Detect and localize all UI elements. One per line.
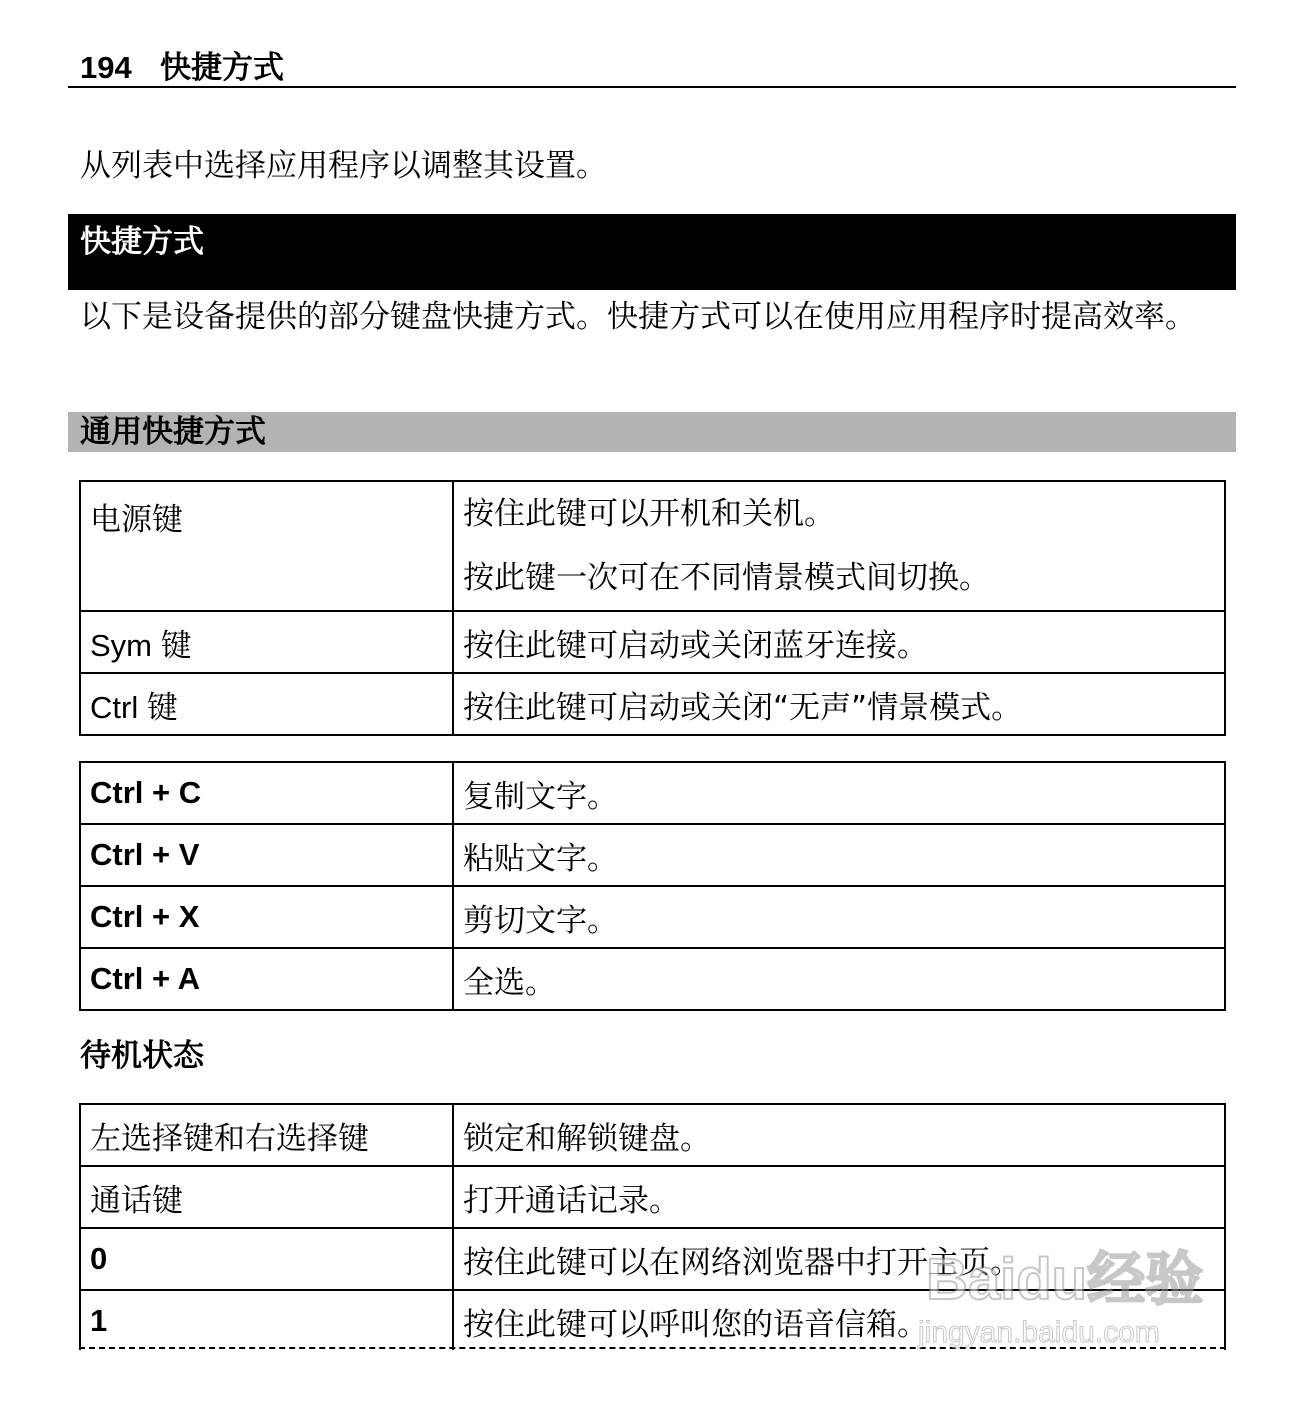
description-cell: 锁定和解锁键盘。 [453, 1104, 1225, 1166]
intro-text: 从列表中选择应用程序以调整其设置。 [80, 148, 607, 184]
page-header [68, 44, 1236, 88]
description-cell: 全选。 [453, 948, 1225, 1010]
description-line: 按此键一次可在不同情景模式间切换。 [463, 560, 990, 596]
subsection-heading: 通用快捷方式 [80, 414, 266, 450]
description-cell: 按住此键可启动或关闭“无声”情景模式。 [453, 673, 1225, 735]
section-description: 以下是设备提供的部分键盘快捷方式。快捷方式可以在使用应用程序时提高效率。 [80, 299, 1196, 335]
description-cell: 按住此键可以呼叫您的语音信箱。 [453, 1290, 1225, 1352]
table-row [80, 886, 1225, 948]
table-row [80, 948, 1225, 1010]
section-heading-bar [68, 214, 1236, 290]
subsection-heading-bar [68, 412, 1236, 452]
key-cell: Ctrl + C [80, 762, 453, 824]
standby-heading: 待机状态 [80, 1038, 204, 1074]
table-row [80, 611, 1225, 673]
description-cell [453, 481, 1225, 611]
general-keys-table [79, 480, 1226, 736]
key-cell: 电源键 [80, 481, 453, 611]
key-cell: 1 [80, 1290, 453, 1352]
table-row [80, 1166, 1225, 1228]
watermark-logo [918, 1248, 1228, 1368]
key-cell: Ctrl + X [80, 886, 453, 948]
page-section-title: 快捷方式 [160, 50, 284, 86]
key-cell: Ctrl 键 [80, 673, 453, 735]
description-cell: 按住此键可以在网络浏览器中打开主页。 [453, 1228, 1225, 1290]
description-cell: 按住此键可启动或关闭蓝牙连接。 [453, 611, 1225, 673]
page-number: 194 [80, 50, 132, 85]
key-cell: Ctrl + A [80, 948, 453, 1010]
key-cell: 通话键 [80, 1166, 453, 1228]
key-cell: Sym 键 [80, 611, 453, 673]
watermark-url: jingyan.baidu.com [918, 1316, 1160, 1349]
watermark-main: Baidu经验 [926, 1247, 1204, 1312]
key-cell: 左选择键和右选择键 [80, 1104, 453, 1166]
table-row [80, 762, 1225, 824]
table-row [80, 1104, 1225, 1166]
table-row [80, 824, 1225, 886]
table-row [80, 673, 1225, 735]
description-cell: 剪切文字。 [453, 886, 1225, 948]
description-cell: 粘贴文字。 [453, 824, 1225, 886]
description-cell: 复制文字。 [453, 762, 1225, 824]
key-cell: 0 [80, 1228, 453, 1290]
ctrl-combos-table [79, 761, 1226, 1011]
table-row [80, 481, 1225, 611]
description-cell: 打开通话记录。 [453, 1166, 1225, 1228]
description-line: 按住此键可以开机和关机。 [463, 496, 835, 532]
section-heading: 快捷方式 [80, 224, 204, 260]
key-cell: Ctrl + V [80, 824, 453, 886]
